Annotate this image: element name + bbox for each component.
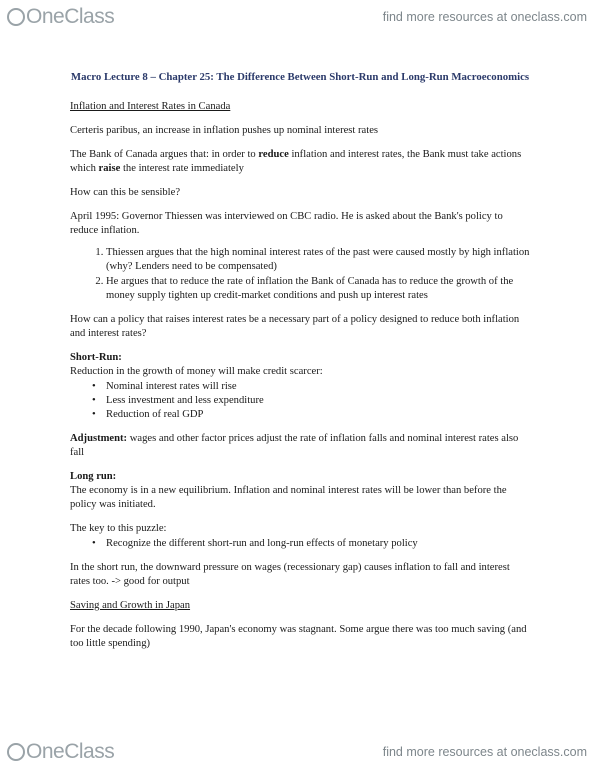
- logo-text: OneClass: [26, 740, 115, 763]
- paragraph: Reduction in the growth of money will make credit scarcer:: [70, 366, 323, 377]
- list-item: 2. He argues that to reduce the rate of inflation the Bank of Canada has to reduce the growth of the money supply tighten up credit-market conditions and push up interest rates: [106, 275, 530, 303]
- section-heading-japan: Saving and Growth in Japan: [70, 600, 191, 611]
- adjustment-paragraph: Adjustment: wages and other factor prices adjust the rate of inflation falls and nominal interest rates also fall: [70, 433, 519, 458]
- section-heading-inflation: Inflation and Interest Rates in Canada: [70, 101, 231, 112]
- oneclass-logo-footer[interactable]: [7, 740, 114, 764]
- numbered-list: [70, 246, 530, 303]
- logo-text: OneClass: [26, 5, 115, 28]
- logo-o-icon: [7, 743, 25, 761]
- logo-o-icon: [7, 8, 25, 26]
- paragraph: In the short run, the downward pressure on wages (recessionary gap) causes inflation to fall and interest rates too. -> good for output: [70, 562, 510, 587]
- list-item: 1. Thiessen argues that the high nominal interest rates of the past were caused mostly by high inflation (why? Lenders need to be compensated): [106, 246, 530, 274]
- paragraph: For the decade following 1990, Japan's economy was stagnant. Some argue there was too much saving (and too little spending): [70, 624, 527, 649]
- oneclass-logo[interactable]: [7, 5, 114, 29]
- paragraph: The Bank of Canada argues that: in order to reduce inflation and interest rates, the Bank must take actions which raise the interest rate immediately: [70, 149, 522, 174]
- paragraph: How can a policy that raises interest rates be a necessary part of a policy designed to reduce both inflation and interest rates?: [70, 314, 520, 339]
- list-item: • Reduction of real GDP: [106, 408, 530, 422]
- list-item: • Less investment and less expenditure: [106, 394, 530, 408]
- list-item: • Nominal interest rates will rise: [106, 380, 530, 394]
- bullet-list: [70, 380, 530, 422]
- paragraph: The key to this puzzle:: [70, 523, 167, 534]
- paragraph: The economy is in a new equilibrium. Inflation and nominal interest rates will be lower than before the policy was initiated.: [70, 485, 507, 510]
- paragraph: April 1995: Governor Thiessen was interviewed on CBC radio. He is asked about the Bank's policy to reduce inflation.: [70, 211, 503, 236]
- long-run-heading: Long run:: [70, 471, 117, 482]
- list-item: • Recognize the different short-run and long-run effects of monetary policy: [106, 537, 530, 551]
- paragraph: Certeris paribus, an increase in inflation pushes up nominal interest rates: [70, 125, 379, 136]
- header-tagline[interactable]: find more resources at oneclass.com: [382, 10, 587, 24]
- document-body: [70, 70, 530, 651]
- footer-tagline[interactable]: find more resources at oneclass.com: [382, 745, 587, 759]
- bullet-list: [70, 537, 530, 551]
- short-run-heading: Short-Run:: [70, 352, 122, 363]
- paragraph: How can this be sensible?: [70, 187, 181, 198]
- document-title: Macro Lecture 8 – Chapter 25: The Difference Between Short-Run and Long-Run Macroeconomics: [70, 71, 530, 83]
